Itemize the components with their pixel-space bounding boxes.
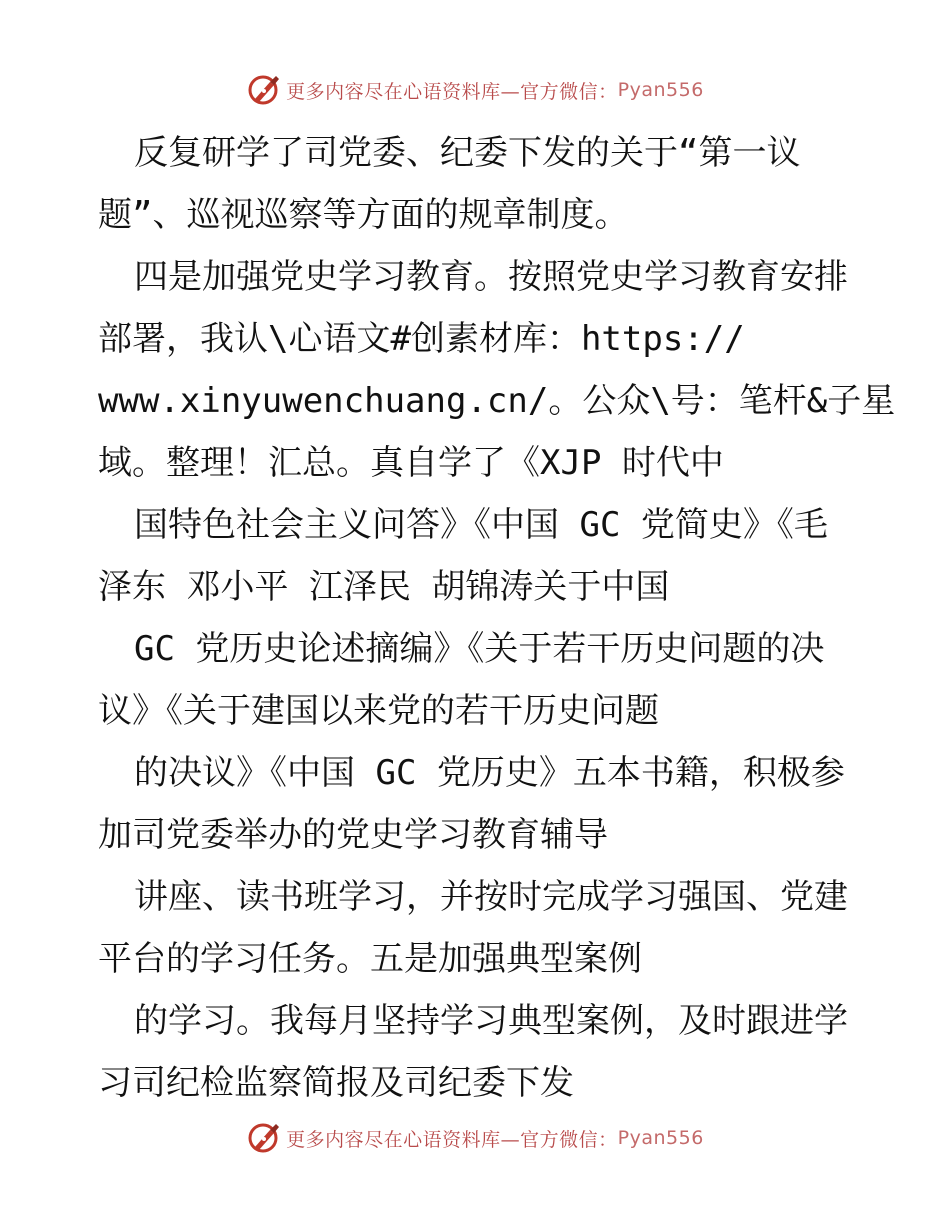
body-line: 平台的学习任务。五是加强典型案例: [98, 939, 642, 979]
body-line: GC 党历史论述摘编》《关于若干历史问题的决: [134, 629, 825, 669]
header-banner: [0, 70, 950, 110]
body-line: 议》《关于建国以来党的若干历史问题: [98, 691, 659, 731]
body-line: 的决议》《中国 GC 党历史》五本书籍，积极参: [134, 753, 845, 793]
body-line: 题”、巡视巡察等方面的规章制度。: [98, 195, 629, 235]
body-line: 域。整理！汇总。真自学了《XJP 时代中: [98, 443, 724, 483]
pen-logo-icon: [246, 72, 282, 108]
footer-banner-text: 更多内容尽在心语资料库—官方微信：: [286, 1128, 618, 1151]
body-line: 四是加强党史学习教育。按照党史学习教育安排: [134, 257, 848, 297]
body-line: 习司纪检监察简报及司纪委下发: [98, 1063, 574, 1103]
body-line: 讲座、读书班学习，并按时完成学习强国、党建: [134, 877, 848, 917]
footer-banner: [0, 1118, 950, 1158]
body-line: 部署，我认\心语文#创素材库：https://: [98, 319, 745, 359]
body-line: www.xinyuwenchuang.cn/。公众\号：笔杆&子星: [98, 381, 896, 421]
body-line: 反复研学了司党委、纪委下发的关于“第一议: [134, 133, 801, 173]
body-line: 泽东 邓小平 江泽民 胡锦涛关于中国: [98, 567, 670, 607]
body-text: [98, 122, 896, 1114]
footer-banner-handle: Pyan556: [617, 1127, 704, 1149]
body-line: 加司党委举办的党史学习教育辅导: [98, 815, 608, 855]
header-banner-text: 更多内容尽在心语资料库—官方微信：: [286, 80, 618, 103]
body-line: 国特色社会主义问答》《中国 GC 党简史》《毛: [134, 505, 828, 545]
body-line: 的学习。我每月坚持学习典型案例，及时跟进学: [134, 1001, 848, 1041]
header-banner-handle: Pyan556: [617, 79, 704, 101]
pen-logo-icon: [246, 1120, 282, 1156]
